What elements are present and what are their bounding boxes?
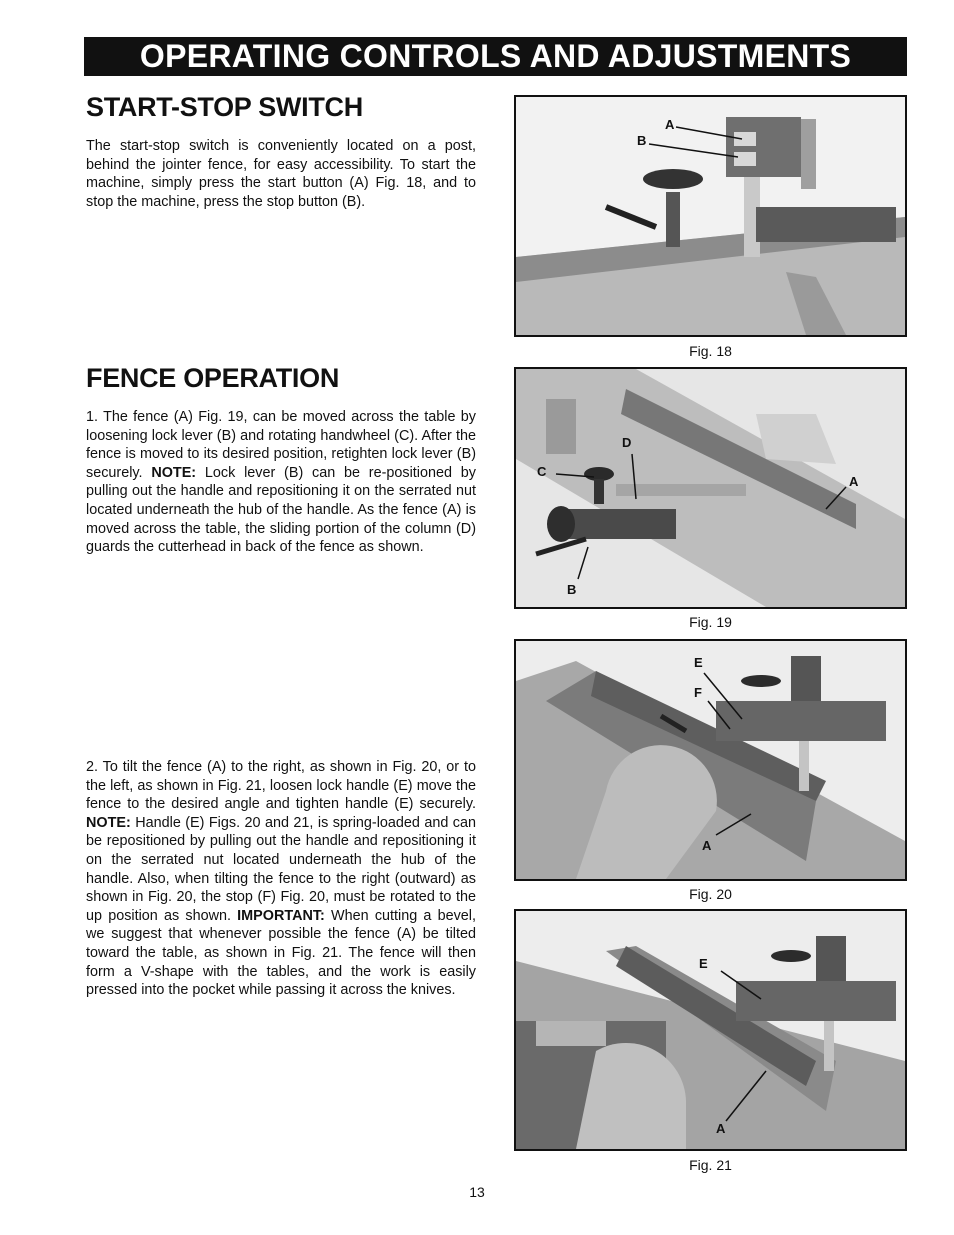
section-heading-start-stop: START-STOP SWITCH bbox=[86, 92, 363, 122]
figure-18-caption: Fig. 18 bbox=[689, 343, 732, 359]
figure-19-caption: Fig. 19 bbox=[689, 614, 732, 630]
fig19-callout-b: B bbox=[567, 582, 577, 597]
figure-20-caption: Fig. 20 bbox=[689, 886, 732, 902]
fence-p2-text-a: 2. To tilt the fence (A) to the right, as shown in Fig. 20, or to the left, as shown in Fig. 21, loosen lock handle (E) move the fence to the desired angle and tighten handle (E) securely. bbox=[86, 759, 476, 813]
figure-21-illustration bbox=[516, 911, 905, 1149]
fence-p2-important-label: IMPORTANT: bbox=[237, 907, 325, 924]
figure-18-illustration bbox=[516, 97, 905, 335]
fence-p1-text-b: Lock lever (B) can be re-positioned by pulling out the handle and repositioning it on the serrated nut located underneath the hub of the handle. As the fence (A) is moved across the table, the sliding portion of the column (D) guards the cutterhead in back of the fence as shown. bbox=[86, 464, 476, 556]
fence-paragraph-2 bbox=[86, 758, 476, 1000]
fig19-callout-d: D bbox=[622, 435, 632, 450]
fig20-callout-f: F bbox=[694, 685, 702, 700]
fig21-callout-a: A bbox=[716, 1121, 726, 1136]
figure-21-caption: Fig. 21 bbox=[689, 1157, 732, 1173]
figure-21-photo bbox=[514, 909, 907, 1151]
fig20-callout-a: A bbox=[702, 838, 712, 853]
fence-paragraph-1 bbox=[86, 408, 476, 557]
fig19-callout-a: A bbox=[849, 474, 859, 489]
figure-19-illustration bbox=[516, 369, 905, 607]
fence-p2-text-c: When cutting a bevel, we suggest that whenever possible the fence (A) be tilted toward the table, as shown in Fig. 21. The fence will then form a V-shape with the tables, and the work is easily pressed into the pocket while passing it across the knives. bbox=[86, 907, 476, 999]
page-number: 13 bbox=[469, 1184, 485, 1200]
fence-p2-note-label: NOTE: bbox=[86, 814, 131, 831]
fig21-callout-e: E bbox=[699, 956, 708, 971]
fence-p2-text-b: Handle (E) Figs. 20 and 21, is spring-loaded and can be repositioned by pulling out the handle and repositioning it on the serrated nut located underneath the hub of the handle. Also, when tilting the fence to the right (outward) as shown in Fig. 20, the stop (F) Fig. 20, must be rotated to the up position as shown. bbox=[86, 814, 476, 924]
page-banner-title: OPERATING CONTROLS AND ADJUSTMENTS bbox=[84, 37, 907, 76]
fence-p1-note-label: NOTE: bbox=[151, 464, 197, 481]
section-heading-fence-operation: FENCE OPERATION bbox=[86, 363, 340, 393]
fig19-callout-c: C bbox=[537, 464, 547, 479]
figure-18-photo bbox=[514, 95, 907, 337]
fig18-callout-b: B bbox=[637, 133, 647, 148]
fence-p1-text-a: 1. The fence (A) Fig. 19, can be moved across the table by loosening lock lever (B) and rotating handwheel (C). After the fence is moved to its desired position, retighten lock lever (B) securely. bbox=[86, 409, 476, 481]
fig18-callout-a: A bbox=[665, 117, 675, 132]
fig20-callout-e: E bbox=[694, 655, 703, 670]
start-stop-paragraph: The start-stop switch is conveniently located on a post, behind the jointer fence, for easy accessibility. To start the machine, simply press the start button (A) Fig. 18, and to stop the machine, press the stop button (B). bbox=[86, 138, 476, 210]
